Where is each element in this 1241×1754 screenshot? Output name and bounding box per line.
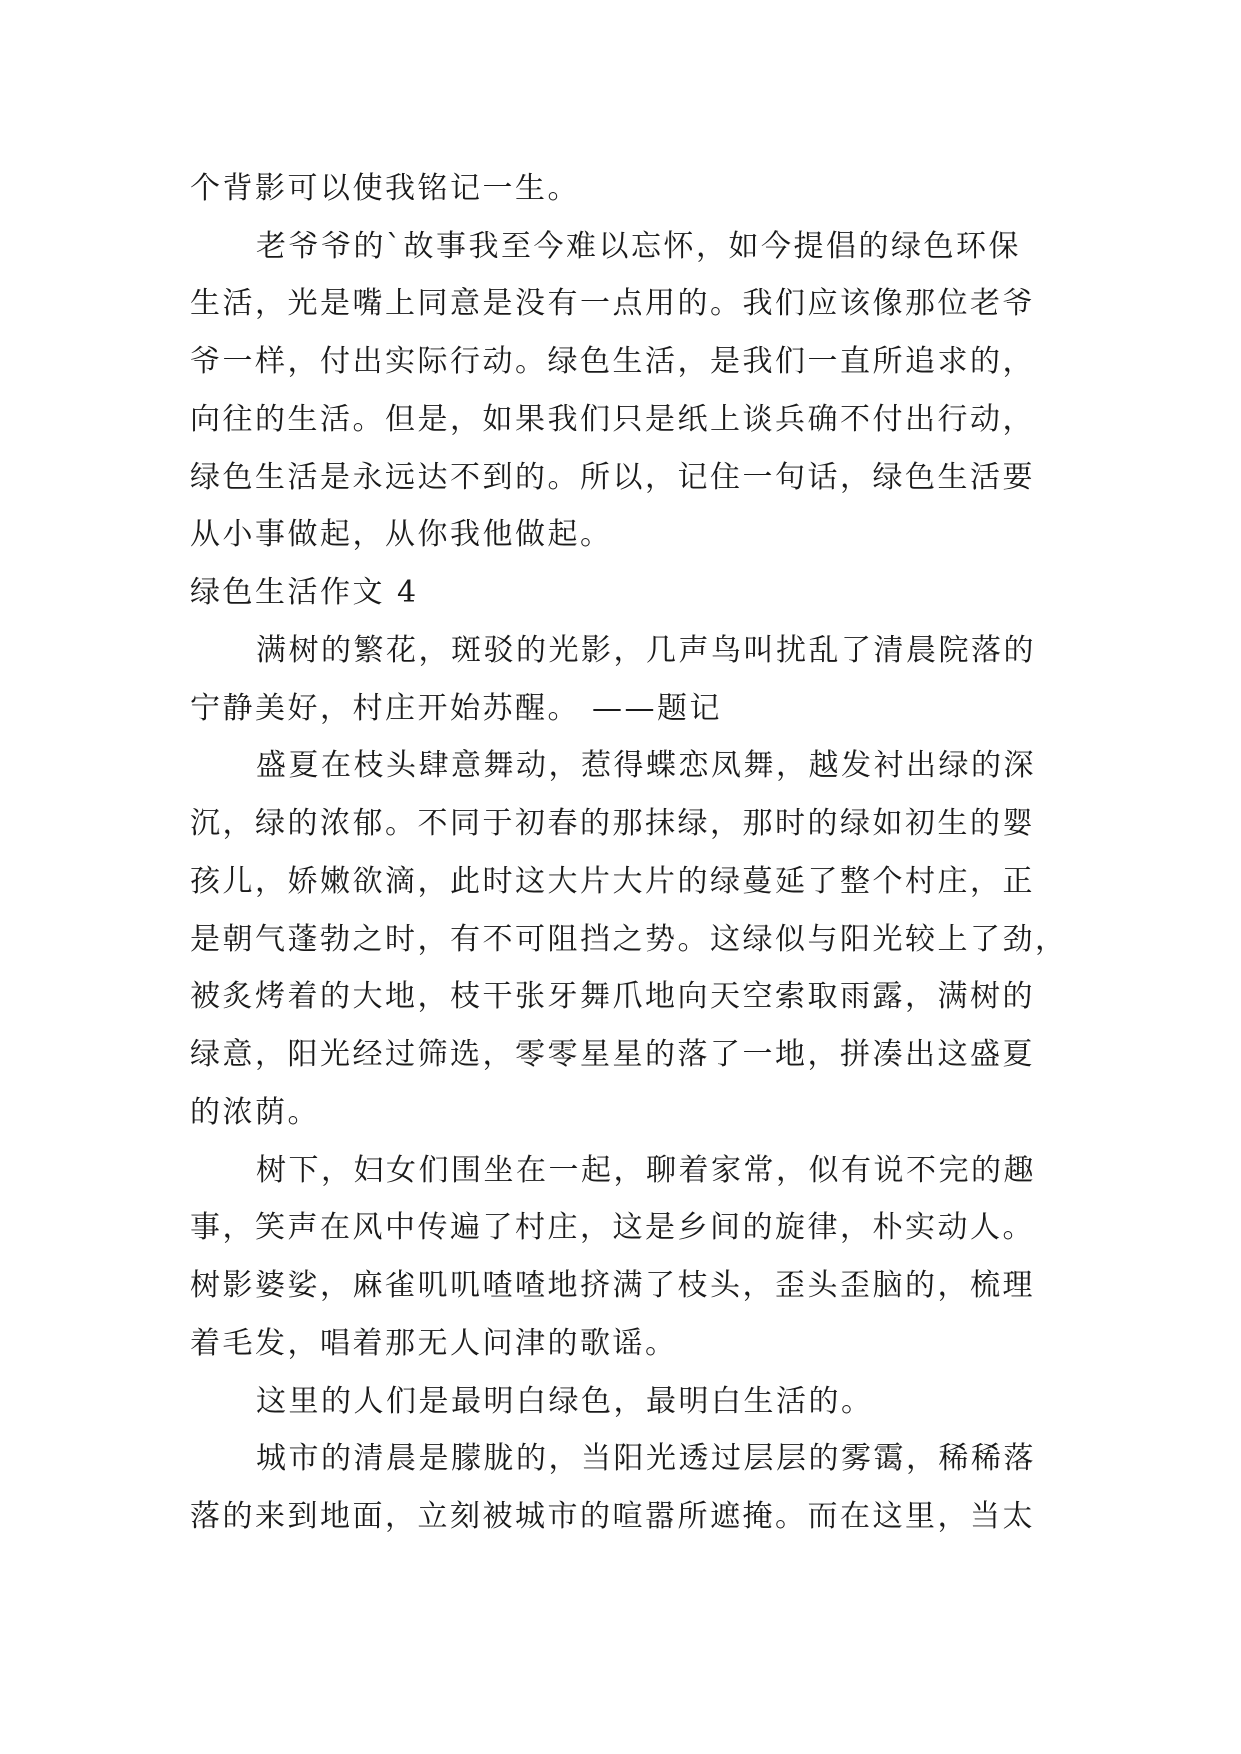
text-line: 的浓荫。 [190, 1095, 320, 1130]
paragraph-start-line: 盛夏在枝头肆意舞动，惹得蝶恋凤舞，越发衬出绿的深 [256, 748, 1036, 783]
text-line: 被炙烤着的大地，枝干张牙舞爪地向天空索取雨露，满树的 [190, 979, 1035, 1014]
text-line: 是朝气蓬勃之时，有不可阻挡之势。这绿似与阳光较上了劲， [190, 922, 1068, 957]
text-line: 树影婆娑，麻雀叽叽喳喳地挤满了枝头，歪头歪脑的，梳理 [190, 1268, 1035, 1303]
paragraph-start-line: 城市的清晨是朦胧的，当阳光透过层层的雾霭，稀稀落 [256, 1441, 1036, 1476]
text-line: 事，笑声在风中传遍了村庄，这是乡间的旋律，朴实动人。 [190, 1210, 1035, 1245]
text-line: 着毛发，唱着那无人问津的歌谣。 [190, 1326, 678, 1361]
paragraph-start-line: 满树的繁花，斑驳的光影，几声鸟叫扰乱了清晨院落的 [256, 633, 1036, 668]
text-line: 沉，绿的浓郁。不同于初春的那抹绿，那时的绿如初生的婴 [190, 806, 1035, 841]
text-line: 落的来到地面，立刻被城市的喧嚣所遮掩。而在这里，当太 [190, 1499, 1035, 1534]
paragraph-start-line: 老爷爷的`故事我至今难以忘怀，如今提倡的绿色环保 [256, 229, 1021, 264]
text-line: 绿意，阳光经过筛选，零零星星的落了一地，拼凑出这盛夏 [190, 1037, 1035, 1072]
section-heading: 绿色生活作文 4 [190, 575, 419, 610]
text-line: 绿色生活是永远达不到的。所以，记住一句话，绿色生活要 [190, 460, 1035, 495]
text-line: 个背影可以使我铭记一生。 [190, 171, 580, 206]
paragraph-start-line: 这里的人们是最明白绿色，最明白生活的。 [256, 1384, 874, 1419]
text-line: 从小事做起，从你我他做起。 [190, 517, 613, 552]
text-line: 向往的生活。但是，如果我们只是纸上谈兵确不付出行动， [190, 402, 1035, 437]
text-line: 爷一样，付出实际行动。绿色生活，是我们一直所追求的， [190, 344, 1035, 379]
text-line: 孩儿，娇嫩欲滴，此时这大片大片的绿蔓延了整个村庄，正 [190, 864, 1035, 899]
text-line: 宁静美好，村庄开始苏醒。 ——题记 [190, 691, 723, 726]
text-line: 生活，光是嘴上同意是没有一点用的。我们应该像那位老爷 [190, 286, 1035, 321]
paragraph-start-line: 树下，妇女们围坐在一起，聊着家常，似有说不完的趣 [256, 1153, 1036, 1188]
